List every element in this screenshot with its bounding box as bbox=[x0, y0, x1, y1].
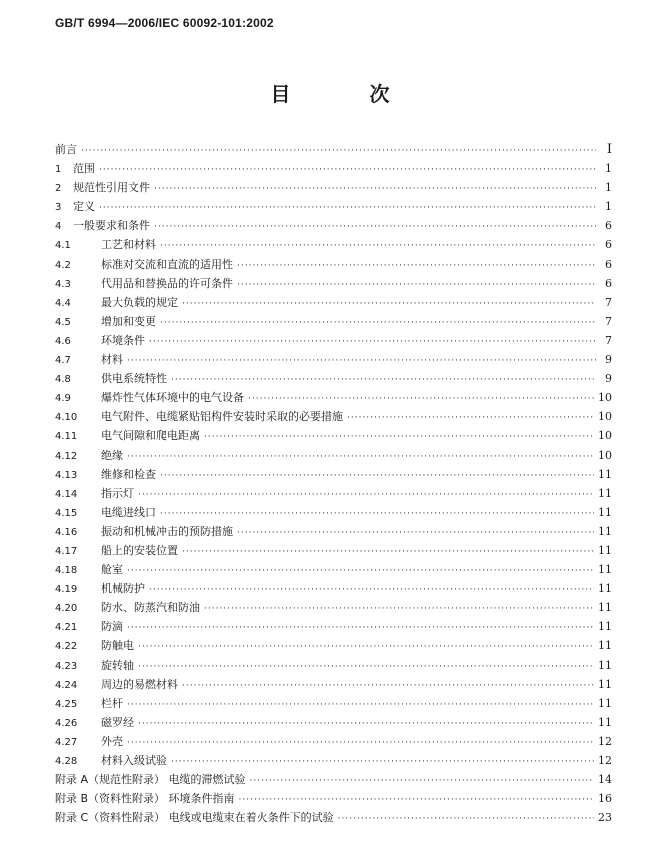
toc-entry-label: 增加和变更 bbox=[101, 314, 156, 328]
toc-entry[interactable] bbox=[55, 617, 612, 636]
toc-entry-number: 4.23 bbox=[55, 660, 78, 672]
toc-entry-page: 11 bbox=[598, 677, 612, 691]
toc-dot-leader bbox=[182, 677, 594, 696]
toc-entry-label: 前言 bbox=[55, 143, 77, 156]
toc-entry[interactable] bbox=[55, 274, 612, 293]
toc-entry-number: 4.28 bbox=[55, 756, 78, 767]
toc-entry[interactable] bbox=[55, 751, 612, 770]
toc-entry[interactable] bbox=[55, 560, 612, 579]
toc-entry-number: 4.13 bbox=[55, 469, 78, 481]
toc-entry-label: 规范性引用文件 bbox=[73, 181, 150, 195]
toc-entry[interactable] bbox=[55, 465, 612, 484]
toc-entry-label: 电气间隙和爬电距离 bbox=[101, 429, 200, 443]
toc-entry-page: 12 bbox=[598, 734, 612, 748]
toc-entry-label: 绝缘 bbox=[101, 448, 123, 462]
toc-entry[interactable] bbox=[55, 636, 612, 655]
toc-entry-number: 4.26 bbox=[55, 717, 78, 729]
toc-entry-page: 11 bbox=[598, 467, 612, 481]
toc-entry-number: 2 bbox=[55, 183, 62, 195]
toc-dot-leader bbox=[338, 810, 594, 829]
toc-entry[interactable] bbox=[55, 598, 612, 617]
toc-entry-label: 周边的易燃材料 bbox=[101, 677, 178, 691]
toc-entry-page: 11 bbox=[598, 486, 612, 500]
toc-entry[interactable] bbox=[55, 522, 612, 541]
toc-dot-leader bbox=[204, 600, 594, 619]
toc-dot-leader bbox=[81, 142, 596, 161]
toc-entry-number: 3 bbox=[55, 202, 62, 214]
toc-entry-page: 9 bbox=[605, 372, 612, 386]
toc-dot-leader bbox=[204, 428, 594, 447]
toc-entry-label: 环境条件 bbox=[101, 333, 145, 347]
toc-entry-label: 舱室 bbox=[101, 563, 123, 577]
toc-entry-page: 7 bbox=[605, 333, 612, 347]
toc-dot-leader bbox=[127, 352, 596, 371]
toc-entry-page: 11 bbox=[598, 639, 612, 653]
toc-entry-number: 4.10 bbox=[55, 412, 78, 424]
toc-entry-page: 10 bbox=[598, 410, 612, 424]
toc-entry-label: 振动和机械冲击的预防措施 bbox=[101, 524, 233, 538]
toc-entry-number: 4.17 bbox=[55, 545, 78, 557]
toc-entry[interactable] bbox=[55, 350, 612, 369]
toc-entry[interactable] bbox=[55, 808, 612, 827]
toc-dot-leader bbox=[250, 772, 594, 791]
toc-dot-leader bbox=[138, 715, 594, 734]
toc-entry-page: 11 bbox=[598, 505, 612, 519]
toc-entry-number: 4.6 bbox=[55, 335, 71, 347]
toc-entry-number: 4.21 bbox=[55, 622, 78, 634]
toc-entry[interactable] bbox=[55, 293, 612, 312]
toc-entry-label: 范围 bbox=[73, 162, 95, 176]
toc-entry-page: 1 bbox=[605, 181, 612, 195]
toc-dot-leader bbox=[138, 658, 594, 677]
toc-entry-page: 11 bbox=[598, 563, 612, 577]
toc-entry-number: 4.14 bbox=[55, 488, 78, 500]
toc-entry-label: 附录 A（规范性附录） 电缆的滞燃试验 bbox=[55, 773, 246, 787]
toc-entry[interactable] bbox=[55, 331, 612, 350]
toc-entry-label: 代用品和替换品的许可条件 bbox=[101, 276, 233, 290]
toc-entry-label: 旋转轴 bbox=[101, 658, 134, 672]
toc-entry[interactable] bbox=[55, 197, 612, 216]
toc-entry-number: 4.12 bbox=[55, 450, 78, 462]
toc-entry-label: 船上的安装位置 bbox=[101, 543, 178, 557]
toc-entry-number: 4.5 bbox=[55, 316, 71, 328]
page-title: 目 次 bbox=[270, 82, 426, 106]
toc-entry-page: 10 bbox=[598, 391, 612, 405]
toc-entry-label: 工艺和材料 bbox=[101, 238, 156, 252]
toc-entry[interactable] bbox=[55, 235, 612, 254]
toc-entry[interactable] bbox=[55, 140, 612, 159]
toc-dot-leader bbox=[237, 276, 596, 295]
toc-entry[interactable] bbox=[55, 675, 612, 694]
toc-entry-number: 4.16 bbox=[55, 526, 78, 538]
toc-entry-page: 1 bbox=[605, 162, 612, 176]
standard-number: GB/T 6994—2006/IEC 60092-101:2002 bbox=[55, 16, 274, 30]
toc-entry-page: 9 bbox=[605, 353, 612, 367]
toc-entry[interactable] bbox=[55, 713, 612, 732]
toc-entry[interactable] bbox=[55, 770, 612, 789]
toc-entry[interactable] bbox=[55, 369, 612, 388]
toc-dot-leader bbox=[127, 696, 594, 715]
toc-dot-leader bbox=[127, 619, 594, 638]
toc-entry[interactable] bbox=[55, 789, 612, 808]
toc-dot-leader bbox=[160, 467, 594, 486]
toc-entry-number: 4.18 bbox=[55, 565, 78, 577]
toc-entry-number: 4.8 bbox=[55, 374, 71, 386]
toc-entry-page: 23 bbox=[598, 811, 612, 825]
toc-entry[interactable] bbox=[55, 732, 612, 751]
toc-entry-label: 防水、防蒸汽和防油 bbox=[101, 601, 200, 615]
toc-dot-leader bbox=[99, 199, 596, 218]
toc-entry-label: 维修和检查 bbox=[101, 467, 156, 481]
toc-entry-number: 4.25 bbox=[55, 698, 78, 710]
toc-entry-label: 材料入级试验 bbox=[101, 754, 167, 767]
toc-entry[interactable] bbox=[55, 216, 612, 235]
toc-entry-page: 6 bbox=[605, 257, 612, 271]
toc-entry-number: 4.19 bbox=[55, 584, 78, 596]
toc-entry-page: 6 bbox=[605, 219, 612, 233]
toc-entry-label: 机械防护 bbox=[101, 582, 145, 596]
toc-entry-page: 11 bbox=[598, 715, 612, 729]
toc-entry-label: 最大负载的规定 bbox=[101, 295, 178, 309]
toc-entry[interactable] bbox=[55, 407, 612, 426]
toc-dot-leader bbox=[149, 333, 596, 352]
toc-entry-page: 16 bbox=[598, 792, 612, 806]
toc-entry-label: 爆炸性气体环境中的电气设备 bbox=[101, 391, 244, 405]
toc-entry-page: 14 bbox=[598, 773, 612, 787]
toc-entry-label: 供电系统特性 bbox=[101, 372, 167, 386]
toc-entry-label: 附录 C（资料性附录） 电线或电缆束在着火条件下的试验 bbox=[55, 811, 334, 825]
toc-entry-number: 4.11 bbox=[55, 431, 78, 443]
toc-entry[interactable] bbox=[55, 312, 612, 331]
toc-entry-page: 6 bbox=[605, 238, 612, 252]
toc-entry[interactable] bbox=[55, 541, 612, 560]
toc-entry[interactable] bbox=[55, 484, 612, 503]
toc-entry-page: 11 bbox=[598, 582, 612, 596]
toc-entry[interactable] bbox=[55, 503, 612, 522]
toc-dot-leader bbox=[237, 524, 594, 543]
toc-entry-number: 4 bbox=[55, 221, 62, 233]
toc-entry-label: 定义 bbox=[73, 200, 95, 214]
toc-entry-number: 4.22 bbox=[55, 641, 78, 653]
toc-entry-page: 7 bbox=[605, 314, 612, 328]
toc-entry-label: 磁罗经 bbox=[101, 715, 134, 729]
toc-entry-number: 4.20 bbox=[55, 603, 78, 615]
toc-dot-leader bbox=[154, 218, 596, 237]
table-of-contents bbox=[55, 140, 612, 827]
toc-entry-number: 4.27 bbox=[55, 736, 78, 748]
toc-dot-leader bbox=[237, 257, 596, 276]
toc-entry-page: 1 bbox=[605, 200, 612, 214]
toc-dot-leader bbox=[149, 581, 594, 600]
toc-dot-leader bbox=[127, 562, 594, 581]
toc-entry-label: 一般要求和条件 bbox=[73, 219, 150, 233]
toc-entry[interactable] bbox=[55, 388, 612, 407]
toc-entry-page: Ⅰ bbox=[606, 142, 612, 157]
toc-entry-page: 11 bbox=[598, 543, 612, 557]
toc-entry[interactable] bbox=[55, 656, 612, 675]
toc-dot-leader bbox=[138, 638, 594, 657]
toc-entry-page: 11 bbox=[598, 696, 612, 710]
toc-entry-label: 附录 B（资料性附录） 环境条件指南 bbox=[55, 792, 235, 806]
toc-entry-number: 4.9 bbox=[55, 393, 71, 405]
toc-entry-number: 4.15 bbox=[55, 507, 78, 519]
toc-entry-label: 防滴 bbox=[101, 620, 123, 634]
toc-entry-page: 7 bbox=[605, 295, 612, 309]
toc-entry-label: 标准对交流和直流的适用性 bbox=[101, 257, 233, 271]
toc-entry-number: 4.24 bbox=[55, 679, 78, 691]
toc-dot-leader bbox=[138, 486, 594, 505]
toc-entry[interactable] bbox=[55, 426, 612, 445]
toc-entry[interactable] bbox=[55, 178, 612, 197]
toc-entry-label: 指示灯 bbox=[101, 486, 134, 500]
toc-entry-label: 电气附件、电缆紧贴铝构件安装时采取的必要措施 bbox=[101, 410, 343, 424]
toc-dot-leader bbox=[99, 161, 596, 180]
toc-entry-label: 材料 bbox=[101, 353, 123, 367]
toc-entry-label: 防触电 bbox=[101, 639, 134, 653]
toc-entry-page: 12 bbox=[598, 754, 612, 767]
toc-dot-leader bbox=[347, 409, 594, 428]
toc-dot-leader bbox=[182, 543, 594, 562]
toc-entry-number: 4.3 bbox=[55, 278, 71, 290]
toc-entry-page: 11 bbox=[598, 658, 612, 672]
toc-entry[interactable] bbox=[55, 446, 612, 465]
toc-dot-leader bbox=[127, 734, 594, 753]
toc-entry-page: 11 bbox=[598, 524, 612, 538]
toc-entry[interactable] bbox=[55, 255, 612, 274]
toc-entry-label: 电缆进线口 bbox=[101, 505, 156, 519]
toc-entry-page: 11 bbox=[598, 620, 612, 634]
toc-entry-page: 10 bbox=[598, 429, 612, 443]
toc-entry-page: 10 bbox=[598, 448, 612, 462]
toc-entry[interactable] bbox=[55, 579, 612, 598]
toc-entry-page: 6 bbox=[605, 276, 612, 290]
toc-entry-label: 栏杆 bbox=[101, 696, 123, 710]
toc-dot-leader bbox=[182, 295, 596, 314]
toc-entry-number: 1 bbox=[55, 164, 62, 176]
toc-entry-number: 4.2 bbox=[55, 259, 71, 271]
toc-dot-leader bbox=[154, 180, 596, 199]
toc-dot-leader bbox=[160, 314, 596, 333]
toc-entry-number: 4.1 bbox=[55, 240, 71, 252]
toc-entry-page: 11 bbox=[598, 601, 612, 615]
toc-entry-label: 外壳 bbox=[101, 734, 123, 748]
toc-entry-number: 4.4 bbox=[55, 297, 71, 309]
toc-entry-number: 4.7 bbox=[55, 355, 71, 367]
toc-entry[interactable] bbox=[55, 694, 612, 713]
toc-entry[interactable] bbox=[55, 159, 612, 178]
toc-dot-leader bbox=[127, 448, 594, 467]
